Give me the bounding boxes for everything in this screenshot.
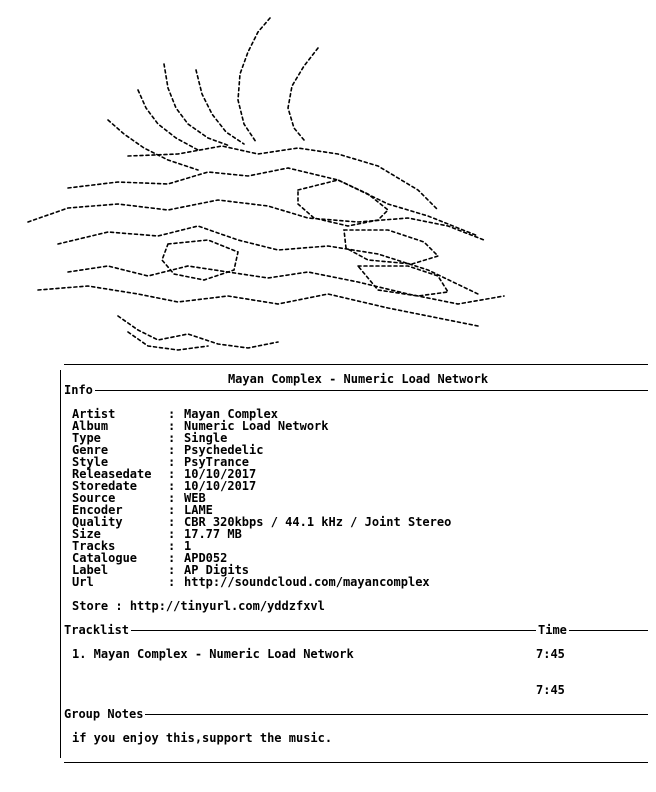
info-key: Size xyxy=(72,527,101,541)
ascii-art-banner xyxy=(8,4,528,356)
info-separator: : xyxy=(168,503,176,517)
info-value: Single xyxy=(184,431,228,445)
info-row-url xyxy=(72,576,430,588)
group-notes-text: if you enjoy this,support the music. xyxy=(72,731,333,745)
info-separator: : xyxy=(168,527,176,541)
track-time: 7:45 xyxy=(536,647,565,661)
info-value: Mayan Complex xyxy=(184,407,278,421)
info-key: Storedate xyxy=(72,479,138,493)
store-link[interactable]: http://tinyurl.com/yddzfxvl xyxy=(129,599,325,613)
info-separator: : xyxy=(168,419,176,433)
info-value: 17.77 MB xyxy=(184,527,242,541)
info-key: Style xyxy=(72,455,109,469)
info-key: Source xyxy=(72,491,116,505)
info-value: PsyTrance xyxy=(184,455,250,469)
info-key: Type xyxy=(72,431,101,445)
group-notes-section-label: Group Notes xyxy=(64,707,144,721)
info-separator: : xyxy=(168,515,176,529)
info-key: Releasedate xyxy=(72,467,152,481)
info-key: Catalogue xyxy=(72,551,138,565)
info-key: Genre xyxy=(72,443,109,457)
left-border xyxy=(60,370,61,758)
info-value: WEB xyxy=(184,491,206,505)
info-value: Numeric Load Network xyxy=(184,419,329,433)
group-notes-divider xyxy=(64,714,648,715)
store-separator: : xyxy=(108,599,130,613)
info-value[interactable]: http://soundcloud.com/mayancomplex xyxy=(184,575,430,589)
info-value: 10/10/2017 xyxy=(184,479,257,493)
info-separator: : xyxy=(168,431,176,445)
info-separator: : xyxy=(168,575,176,589)
info-key: Artist xyxy=(72,407,116,421)
release-title: Mayan Complex - Numeric Load Network xyxy=(227,372,489,386)
info-key: Tracks xyxy=(72,539,116,553)
top-border xyxy=(64,364,648,365)
info-separator: : xyxy=(168,551,176,565)
info-divider xyxy=(64,390,648,391)
time-section-label: Time xyxy=(538,623,567,637)
info-key: Album xyxy=(72,419,109,433)
info-key: Url xyxy=(72,575,94,589)
info-value: CBR 320kbps / 44.1 kHz / Joint Stereo xyxy=(184,515,452,529)
info-separator: : xyxy=(168,407,176,421)
info-value: AP Digits xyxy=(184,563,250,577)
track-title: 1. Mayan Complex - Numeric Load Network xyxy=(72,647,354,661)
info-key: Quality xyxy=(72,515,123,529)
info-section-label: Info xyxy=(64,383,93,397)
info-key: Label xyxy=(72,563,109,577)
info-value: Psychedelic xyxy=(184,443,264,457)
info-key: Encoder xyxy=(72,503,123,517)
info-value: LAME xyxy=(184,503,213,517)
info-separator: : xyxy=(168,479,176,493)
info-separator: : xyxy=(168,563,176,577)
info-separator: : xyxy=(168,467,176,481)
info-value: 10/10/2017 xyxy=(184,467,257,481)
store-label: Store xyxy=(72,599,109,613)
bottom-border xyxy=(64,762,648,763)
info-separator: : xyxy=(168,455,176,469)
info-separator: : xyxy=(168,443,176,457)
info-value: 1 xyxy=(184,539,192,553)
store-row xyxy=(72,600,325,612)
total-time: 7:45 xyxy=(536,683,565,697)
info-separator: : xyxy=(168,491,176,505)
info-row-quality xyxy=(72,516,451,528)
tracklist-section-label: Tracklist xyxy=(64,623,130,637)
info-value: APD052 xyxy=(184,551,228,565)
info-separator: : xyxy=(168,539,176,553)
